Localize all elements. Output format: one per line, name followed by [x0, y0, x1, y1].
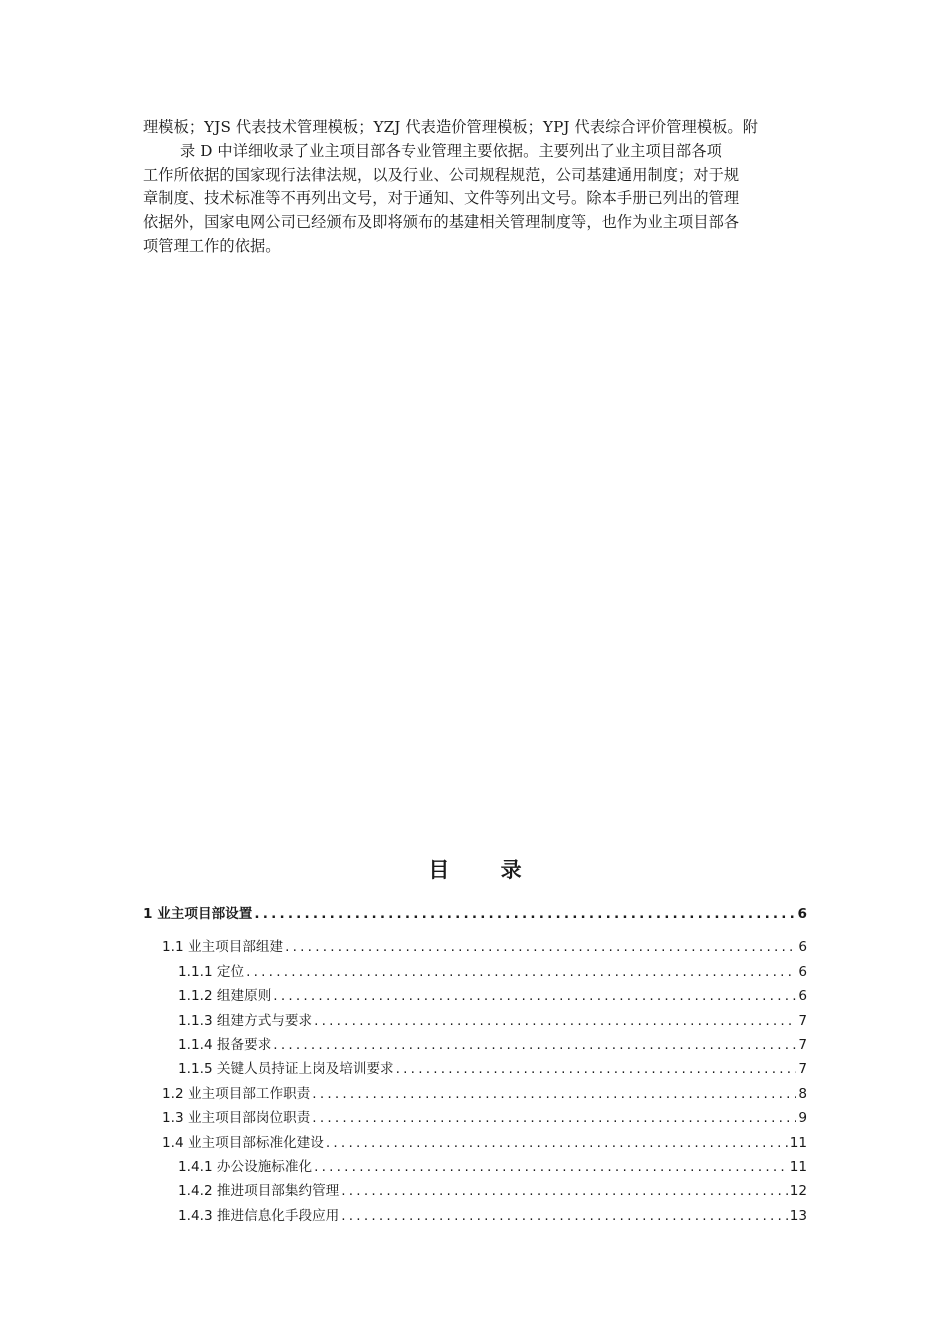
table-of-contents [143, 902, 807, 1228]
toc-entry-page: 8 [798, 1085, 807, 1102]
toc-dot-leader [341, 1204, 787, 1228]
toc-entry[interactable] [143, 935, 807, 959]
toc-dot-leader [273, 984, 796, 1008]
toc-entry-page: 6 [798, 963, 807, 980]
toc-entry-page: 7 [798, 1061, 807, 1078]
toc-entry-label: 1.1 业主项目部组建 [162, 939, 284, 956]
toc-entry[interactable] [143, 1179, 807, 1203]
toc-entry-page: 13 [789, 1207, 807, 1224]
toc-entry[interactable] [143, 1082, 807, 1106]
toc-entry-label: 1.4 业主项目部标准化建设 [162, 1134, 324, 1151]
toc-entry[interactable] [143, 1204, 807, 1228]
toc-entry[interactable] [143, 902, 807, 926]
toc-entry-label: 1.1.4 报备要求 [178, 1036, 272, 1053]
toc-entry-label: 1.1.5 关键人员持证上岗及培训要求 [178, 1061, 394, 1078]
intro-line: 工作所依据的国家现行法律法规，以及行业、公司规程规范，公司基建通用制度；对于规 [143, 165, 740, 184]
toc-entry-page: 11 [789, 1134, 807, 1151]
toc-entry[interactable] [143, 1057, 807, 1081]
toc-dot-leader [246, 960, 796, 984]
intro-paragraph [143, 116, 813, 259]
toc-entry-page: 6 [798, 939, 807, 956]
toc-entry-page: 12 [789, 1183, 807, 1200]
toc-title: 目 录 [428, 857, 544, 882]
toc-entry-label: 1.4.1 办公设施标准化 [178, 1158, 313, 1175]
toc-dot-leader [396, 1057, 797, 1081]
toc-dot-leader [326, 1131, 788, 1155]
toc-dot-leader [254, 902, 795, 926]
toc-entry-page: 7 [798, 1012, 807, 1029]
intro-line: 录 D 中详细收录了业主项目部各专业管理主要依据。主要列出了业主项目部各项 [180, 141, 722, 160]
toc-entry[interactable] [143, 1106, 807, 1130]
toc-entry[interactable] [143, 1131, 807, 1155]
toc-dot-leader [314, 1009, 796, 1033]
toc-entry-label: 1.3 业主项目部岗位职责 [162, 1110, 311, 1127]
toc-dot-leader [341, 1179, 787, 1203]
intro-line: 项管理工作的依据。 [143, 236, 281, 255]
toc-entry-label: 1.1.1 定位 [178, 963, 245, 980]
toc-entry-label: 1.2 业主项目部工作职责 [162, 1085, 311, 1102]
toc-dot-leader [273, 1033, 796, 1057]
toc-entry-label: 1.4.3 推进信息化手段应用 [178, 1207, 340, 1224]
toc-entry-label: 1 业主项目部设置 [143, 906, 253, 922]
toc-entry-label: 1.1.2 组建原则 [178, 988, 272, 1005]
toc-entry-page: 7 [798, 1036, 807, 1053]
toc-entry[interactable] [143, 1155, 807, 1179]
toc-entry-page: 6 [797, 906, 807, 922]
intro-line: 理模板；YJS 代表技术管理模板；YZJ 代表造价管理模板；YPJ 代表综合评价管理模板。附 [143, 118, 758, 136]
toc-entry[interactable] [143, 1033, 807, 1057]
toc-dot-leader [312, 1106, 796, 1130]
toc-entry-page: 11 [789, 1158, 807, 1175]
toc-dot-leader [314, 1155, 788, 1179]
toc-entry-page: 6 [798, 988, 807, 1005]
toc-entry[interactable] [143, 1009, 807, 1033]
toc-entry-page: 9 [798, 1110, 807, 1127]
toc-dot-leader [312, 1082, 796, 1106]
intro-line: 依据外，国家电网公司已经颁布及即将颁布的基建相关管理制度等，也作为业主项目部各 [143, 213, 740, 232]
toc-entry[interactable] [143, 984, 807, 1008]
toc-entry-label: 1.1.3 组建方式与要求 [178, 1012, 313, 1029]
intro-line: 章制度、技术标准等不再列出文号，对于通知、文件等列出文号。除本手册已列出的管理 [143, 189, 740, 208]
toc-entry-label: 1.4.2 推进项目部集约管理 [178, 1183, 340, 1200]
toc-entry[interactable] [143, 960, 807, 984]
toc-dot-leader [285, 935, 796, 959]
